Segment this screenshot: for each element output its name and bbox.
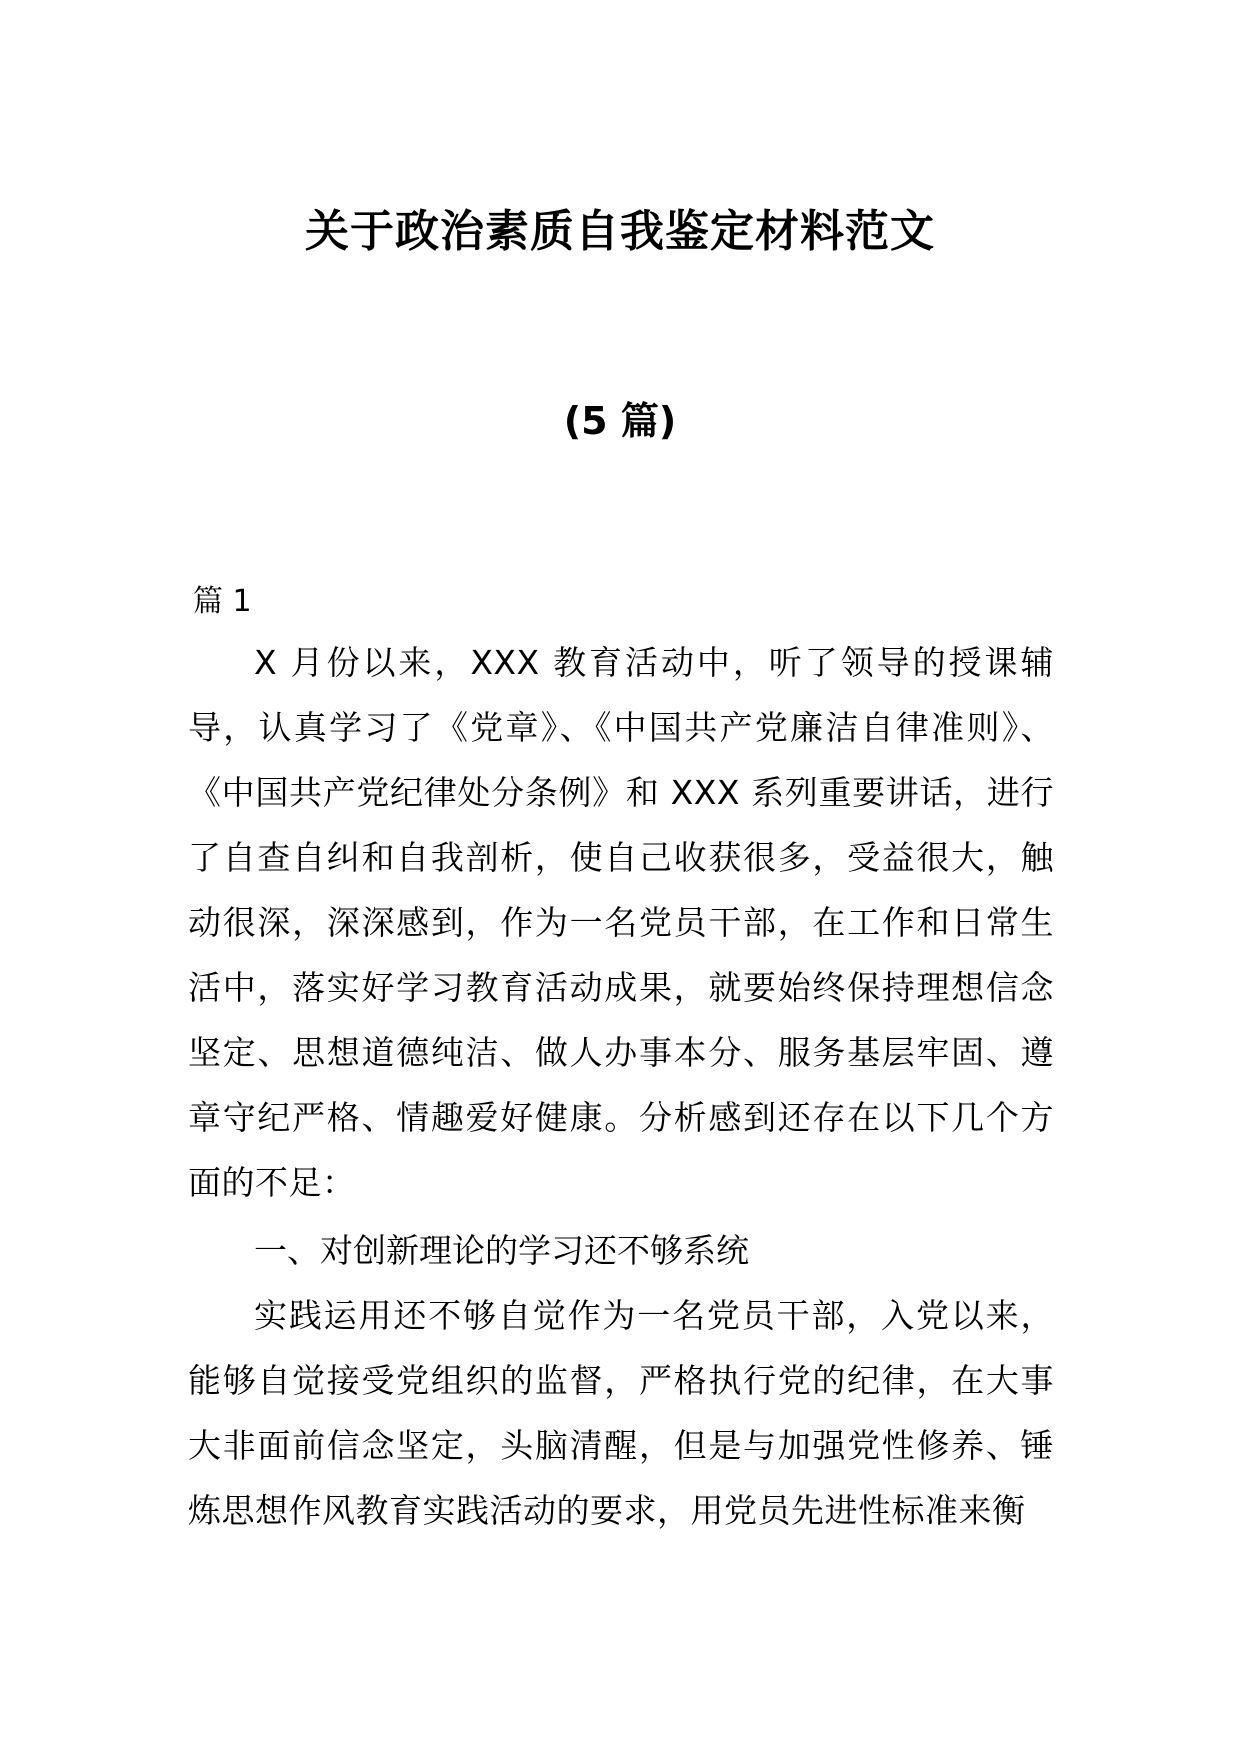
body-paragraph-1: X 月份以来，XXX 教育活动中，听了领导的授课辅导，认真学习了《党章》、《中国共产党廉洁自律准则》、《中国共产党纪律处分条例》和 XXX 系列重要讲话，进行了自查自纠和自我剖析，使自己收获很多，受益很大，触动很深，深深感到，作为一名党员干部，在工作和日常生活中，落实好学习教育活动成果，就要始终保持理想信念坚定、思想道德纯洁、做人办事本分、服务基层牢固、遵章守纪严格、情趣爱好健康。分析感到还存在以下几个方面的不足： bbox=[188, 643, 1054, 1202]
section-label: 篇 1 bbox=[193, 584, 252, 619]
document-title: 关于政治素质自我鉴定材料范文 bbox=[305, 206, 935, 257]
document-subtitle: (5 篇) bbox=[563, 399, 677, 443]
body-paragraph-2: 实践运用还不够自觉作为一名党员干部，入党以来，能够自觉接受党组织的监督，严格执行党的纪律，在大事大非面前信念坚定，头脑清醒，但是与加强党性修养、锤炼思想作风教育实践活动的要求，用党员先进性标准来衡 bbox=[188, 1296, 1054, 1530]
section-heading-1: 一、对创新理论的学习还不够系统 bbox=[254, 1231, 749, 1270]
